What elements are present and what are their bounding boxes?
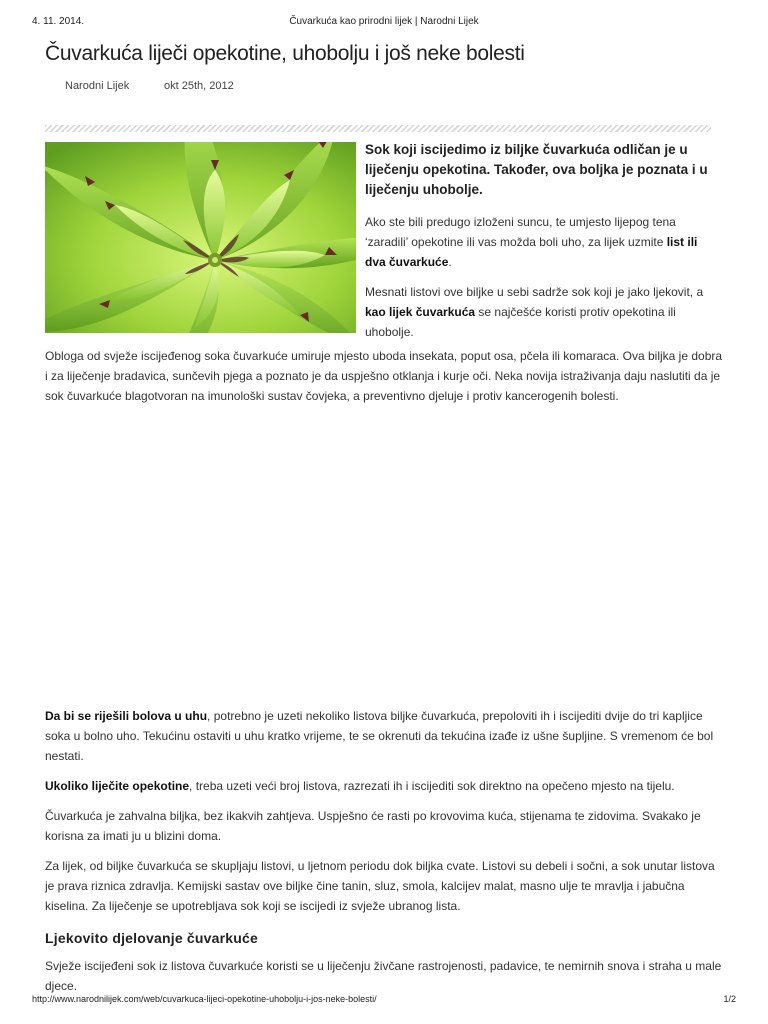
paragraph-2 [365,282,720,342]
section-heading: Ljekovito djelovanje čuvarkuće [45,930,258,946]
article-author-link[interactable]: Narodni Lijek [65,80,130,92]
article-lead: Sok koji iscijedimo iz biljke čuvarkuća odličan je u liječenju opekotina. Također, ova boljka je poznata i u liječenju uhobolje. [365,142,708,197]
print-header [32,16,736,30]
paragraph-2-end: se najčešće koristi protiv opekotina ili uhobolje. [365,305,676,339]
page-url-link[interactable]: http://www.narodnilijek.com/web/cuvarkuca-lijeci-opekotine-uhobolju-i-jos-neke-bolesti/ [32,994,377,1004]
paragraph-2-text: Mesnati listovi ove biljke u sebi sadrže sok koji je jako ljekovit, a [365,285,704,299]
paragraph-4-bold: Da bi se riješili bolova u uhu [45,709,208,723]
paragraph-4-text: , potrebno je uzeti nekoliko listova biljke čuvarkuća, prepoloviti ih i iscijediti dvije do tri kapljice soka u bolno uho. Tekućinu ostaviti u uhu kratko vrijeme, te se okrenuti da tekućina izađe iz ušne šupljine. S vremenom će bol nestati. [45,709,714,763]
paragraph-5 [45,776,725,796]
paragraph-8: Svježe iscijeđeni sok iz listova čuvarkuće koristi se u liječenju živčane rastrojenosti, padavice, te nemirnih snova i straha u male djece. [45,959,722,993]
paragraph-3: Obloga od svježe iscijeđenog soka čuvarkuće umiruje mjesto uboda insekata, poput osa, pčela ili komaraca. Ova biljka je dobra i za liječenje bradavica, sunčevih pjega a poznato je da uspješno otklanja i kurje oči. Neka novija istraživanja daju naslutiti da je sok čuvarkuće blagotvoran na imunološki sustav čovjeka, a preventivno djeluje i protiv kancerogenih bolesti. [45,349,723,403]
print-page-title: Čuvarkuća kao prirodni lijek | Narodni Lijek [289,16,479,27]
print-date: 4. 11. 2014. [32,16,85,27]
paragraph-5-text: , treba uzeti veći broj listova, razrezati ih i iscijediti sok direktno na opečeno mjesto na tijelu. [189,779,675,793]
paragraph-4 [45,706,725,766]
article-date: okt 25th, 2012 [164,80,234,92]
paragraph-1-bold: list ili dva čuvarkuće [365,235,698,269]
divider [45,125,711,132]
paragraph-7: Za lijek, od biljke čuvarkuća se skupljaju listovi, u ljetnom periodu dok biljka cvate. Listovi su debeli i sočni, a sok unutar listova je prava riznica zdravlja. Kemijski sastav ove biljke čine tanin, sluz, smola, kalcijev malat, masno ulje te mravlja i jabučna kiselina. Za liječenje se upotrebljava sok koji se iscijedi iz svježe ubranog lista. [45,859,715,913]
succulent-image [45,142,356,333]
article-image [45,142,356,333]
article-body-bottom [45,706,725,1006]
intro-column [365,140,720,352]
paragraph-1 [365,212,720,272]
article-body-top [45,346,725,406]
paragraph-1-end: . [448,255,452,269]
page-number: 1/2 [723,994,736,1004]
paragraph-2-bold: kao lijek čuvarkuća [365,305,476,319]
paragraph-5-bold: Ukoliko liječite opekotine [45,779,190,793]
article-title: Čuvarkuća liječi opekotine, uhobolju i još neke bolesti [45,42,525,65]
paragraph-6: Čuvarkuća je zahvalna biljka, bez ikakvih zahtjeva. Uspješno će rasti po krovovima kuća, stijenama te zidovima. Svakako je korisna za imati ju u blizini doma. [45,809,701,843]
paragraph-1-text: Ako ste bili predugo izloženi suncu, te umjesto lijepog tena ‘zaradili’ opekotine ili vas možda boli uho, za lijek uzmite [365,215,676,249]
